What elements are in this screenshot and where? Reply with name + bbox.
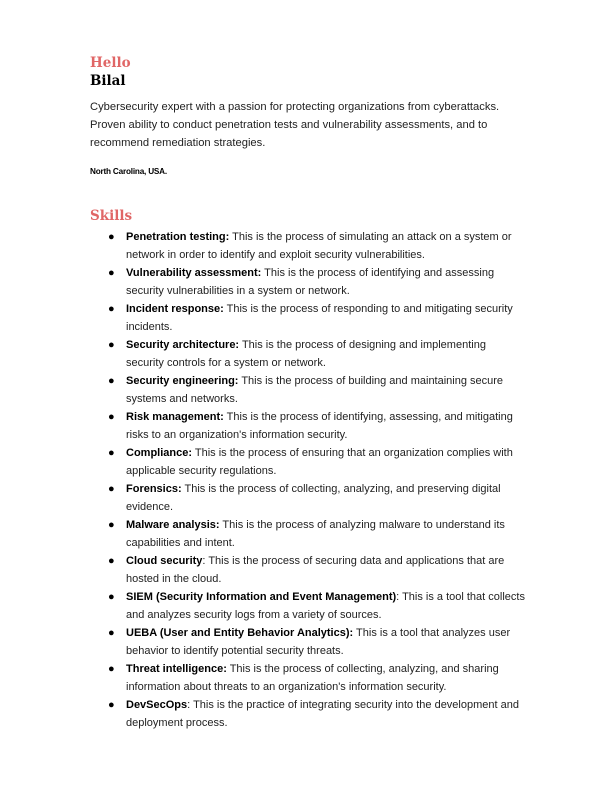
person-name: Bilal bbox=[90, 73, 126, 89]
bullet-icon: ● bbox=[108, 699, 115, 711]
skill-term: Vulnerability assessment: bbox=[126, 267, 262, 279]
skill-description: This is the process of ensuring that an organization complies with applicable security regulations. bbox=[126, 447, 513, 477]
list-item bbox=[108, 696, 526, 732]
skills-heading: Skills bbox=[90, 208, 133, 224]
greeting-heading: Hello bbox=[90, 55, 131, 71]
bullet-icon: ● bbox=[108, 663, 115, 675]
skill-term: Incident response: bbox=[126, 303, 224, 315]
bullet-icon: ● bbox=[108, 303, 115, 315]
list-item bbox=[108, 300, 526, 336]
skill-term: Malware analysis: bbox=[126, 519, 220, 531]
list-item bbox=[108, 552, 526, 588]
skill-description: This is the process of designing and implementing security controls for a system or network. bbox=[126, 339, 486, 369]
skill-description: This is the process of identifying and assessing security vulnerabilities in a system or network. bbox=[126, 267, 495, 297]
skill-term: Cloud security bbox=[126, 555, 203, 567]
skill-term: Threat intelligence: bbox=[126, 663, 227, 675]
bullet-icon: ● bbox=[108, 627, 115, 639]
list-item bbox=[108, 624, 526, 660]
skill-description: This is the process of collecting, analyzing, and sharing information about threats to an organization's information security. bbox=[126, 663, 499, 693]
skill-description: : This is a tool that collects and analyzes security logs from a variety of sources. bbox=[126, 591, 525, 621]
bullet-icon: ● bbox=[108, 267, 115, 279]
skill-term: UEBA (User and Entity Behavior Analytics): bbox=[126, 627, 354, 639]
skill-term: DevSecOps bbox=[126, 699, 188, 711]
skill-description: This is a tool that analyzes user behavior to identify potential security threats. bbox=[126, 627, 511, 657]
list-item bbox=[108, 444, 526, 480]
skill-term: Security engineering: bbox=[126, 375, 239, 387]
skill-term: SIEM (Security Information and Event Management) bbox=[126, 591, 397, 603]
skill-description: This is the process of responding to and mitigating security incidents. bbox=[126, 303, 513, 333]
skill-description: This is the process of simulating an attack on a system or network in order to identify and exploit security vulnerabilities. bbox=[126, 231, 512, 261]
location-text: North Carolina, USA. bbox=[90, 167, 167, 176]
profile-summary: Cybersecurity expert with a passion for protecting organizations from cyberattacks. Proven ability to conduct penetration tests and vulnerability assessments, and to recommend remediation strategies. bbox=[90, 101, 500, 149]
skill-description: This is the process of analyzing malware to understand its capabilities and intent. bbox=[126, 519, 505, 549]
skill-description: This is the process of building and maintaining secure systems and networks. bbox=[126, 375, 504, 405]
list-item bbox=[108, 408, 526, 444]
list-item bbox=[108, 588, 526, 624]
bullet-icon: ● bbox=[108, 411, 115, 423]
skill-description: : This is the process of securing data and applications that are hosted in the cloud. bbox=[126, 555, 505, 585]
bullet-icon: ● bbox=[108, 591, 115, 603]
bullet-icon: ● bbox=[108, 555, 115, 567]
list-item bbox=[108, 228, 526, 264]
bullet-icon: ● bbox=[108, 447, 115, 459]
skill-term: Risk management: bbox=[126, 411, 224, 423]
skill-term: Forensics: bbox=[126, 483, 182, 495]
bullet-icon: ● bbox=[108, 519, 115, 531]
list-item bbox=[108, 264, 526, 300]
skill-description: This is the process of identifying, assessing, and mitigating risks to an organization's information security. bbox=[126, 411, 513, 441]
skill-description: This is the process of collecting, analyzing, and preserving digital evidence. bbox=[126, 483, 501, 513]
bullet-icon: ● bbox=[108, 483, 115, 495]
list-item bbox=[108, 480, 526, 516]
skill-term: Compliance: bbox=[126, 447, 193, 459]
list-item bbox=[108, 516, 526, 552]
list-item bbox=[108, 372, 526, 408]
skill-description: : This is the practice of integrating security into the development and deployment process. bbox=[126, 699, 519, 729]
skill-term: Security architecture: bbox=[126, 339, 240, 351]
bullet-icon: ● bbox=[108, 231, 115, 243]
list-item bbox=[108, 660, 526, 696]
bullet-icon: ● bbox=[108, 375, 115, 387]
bullet-icon: ● bbox=[108, 339, 115, 351]
skills-list bbox=[108, 228, 526, 732]
list-item bbox=[108, 336, 526, 372]
skill-term: Penetration testing: bbox=[126, 231, 230, 243]
